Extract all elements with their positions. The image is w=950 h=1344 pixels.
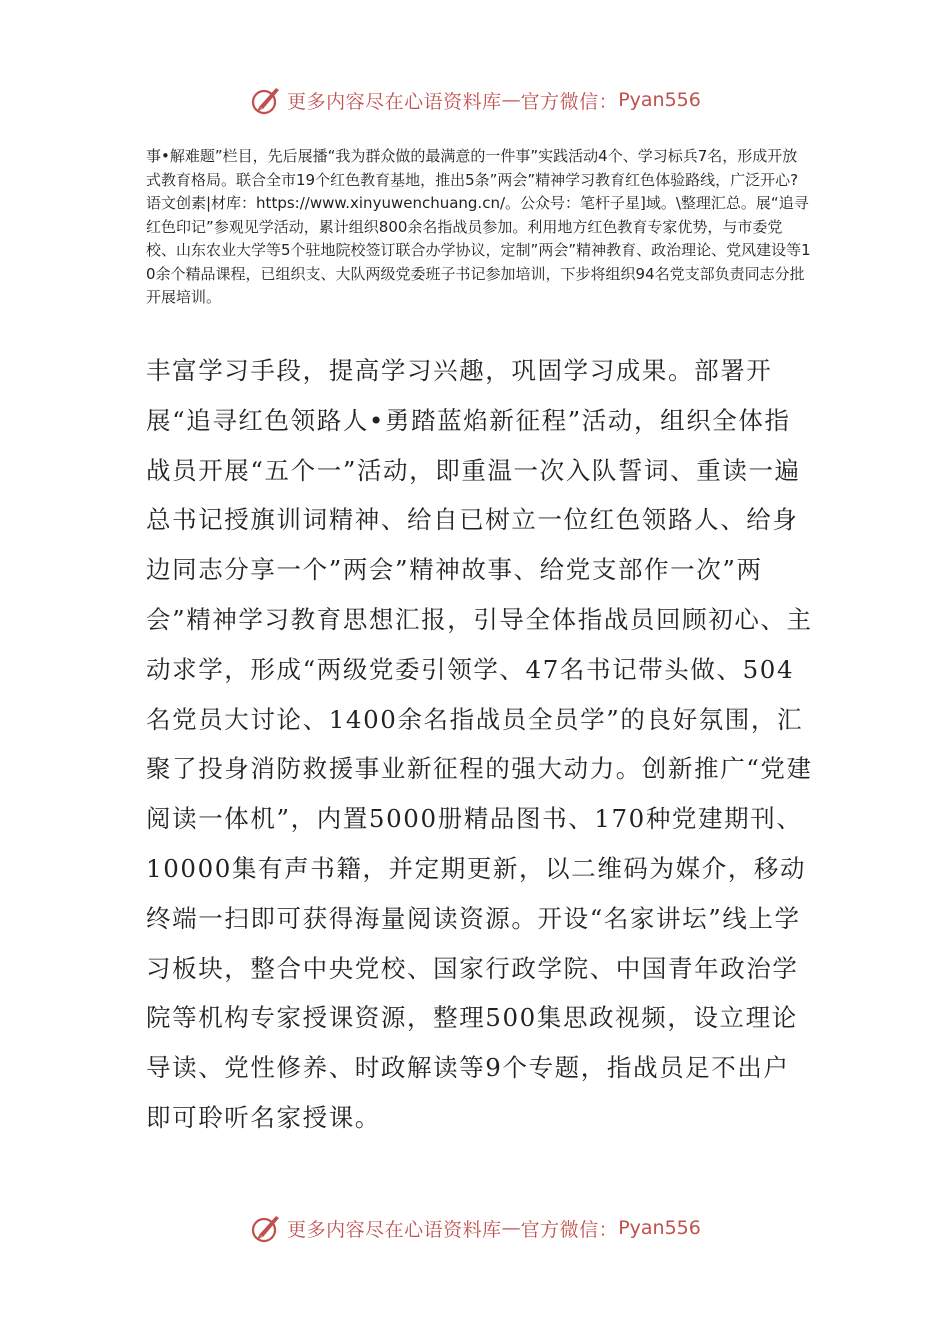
banner-title: 更多内容尽在心语资料库 <box>287 90 502 113</box>
quill-pen-circle-icon <box>249 1211 283 1245</box>
body-paragraph-block <box>146 346 814 1143</box>
intro-paragraph-block <box>146 145 811 310</box>
header-banner <box>0 80 950 120</box>
body-paragraph: 丰富学习手段，提高学习兴趣，巩固学习成果。部署开展“追寻红色领路人•勇踏蓝焰新征程”活动，组织全体指战员开展“五个一”活动，即重温一次入队誓词、重读一遍总书记授旗训词精神、给自已树立一位红色领路人、给身边同志分享一个”两会”精神故事、给党支部作一次”两会”精神学习教育思想汇报，引导全体指战员回顾初心、主动求学，形成“两级党委引领学、47名书记带头做、504名党员大讨论、1400余名指战员全员学”的良好氛围，汇聚了投身消防救援事业新征程的强大动力。创新推广“党建阅读一体机”，内置5000册精品图书、170种党建期刊、10000集有声书籍，并定期更新，以二维码为媒介，移动终端一扫即可获得海量阅读资源。开设“名家讲坛”线上学习板块，整合中央党校、国家行政学院、中国青年政治学院等机构专家授课资源，整理500集思政视频，设立理论导读、党性修养、时政解读等9个专题，指战员足不出户即可聆听名家授课。 <box>146 356 813 1132</box>
banner-contact-id: Pyan556 <box>618 1217 701 1239</box>
quill-pen-circle-icon <box>249 83 283 117</box>
banner-separator: — <box>501 89 521 111</box>
banner-contact-id: Pyan556 <box>618 89 701 111</box>
banner-title: 更多内容尽在心语资料库 <box>287 1218 502 1241</box>
intro-paragraph: 事•解难题”栏目，先后展播“我为群众做的最满意的一件事”实践活动4个、学习标兵7名，形成开放式教育格局。联合全市19个红色教育基地，推出5条”两会”精神学习教育红色体验路线，广泛开心?语文创素|材库：https://www.xinyuwenchuang.cn/。公众号：笔杆子星]域。\整理汇总。展“追寻红色印记”参观见学活动，累计组织800余名指战员参加。利用地方红色教育专家优势，与市委党校、山东农业大学等5个驻地院校签订联合办学协议，定制”两会”精神教育、政治理论、党风建设等10余个精品课程，已组织支、大队两级党委班子书记参加培训，下步将组织94名党支部负责同志分批开展培训。 <box>146 147 811 306</box>
banner-separator: — <box>501 1217 521 1239</box>
banner-contact-label: 官方微信： <box>520 90 619 113</box>
footer-banner <box>0 1208 950 1248</box>
banner-contact-label: 官方微信： <box>520 1218 619 1241</box>
